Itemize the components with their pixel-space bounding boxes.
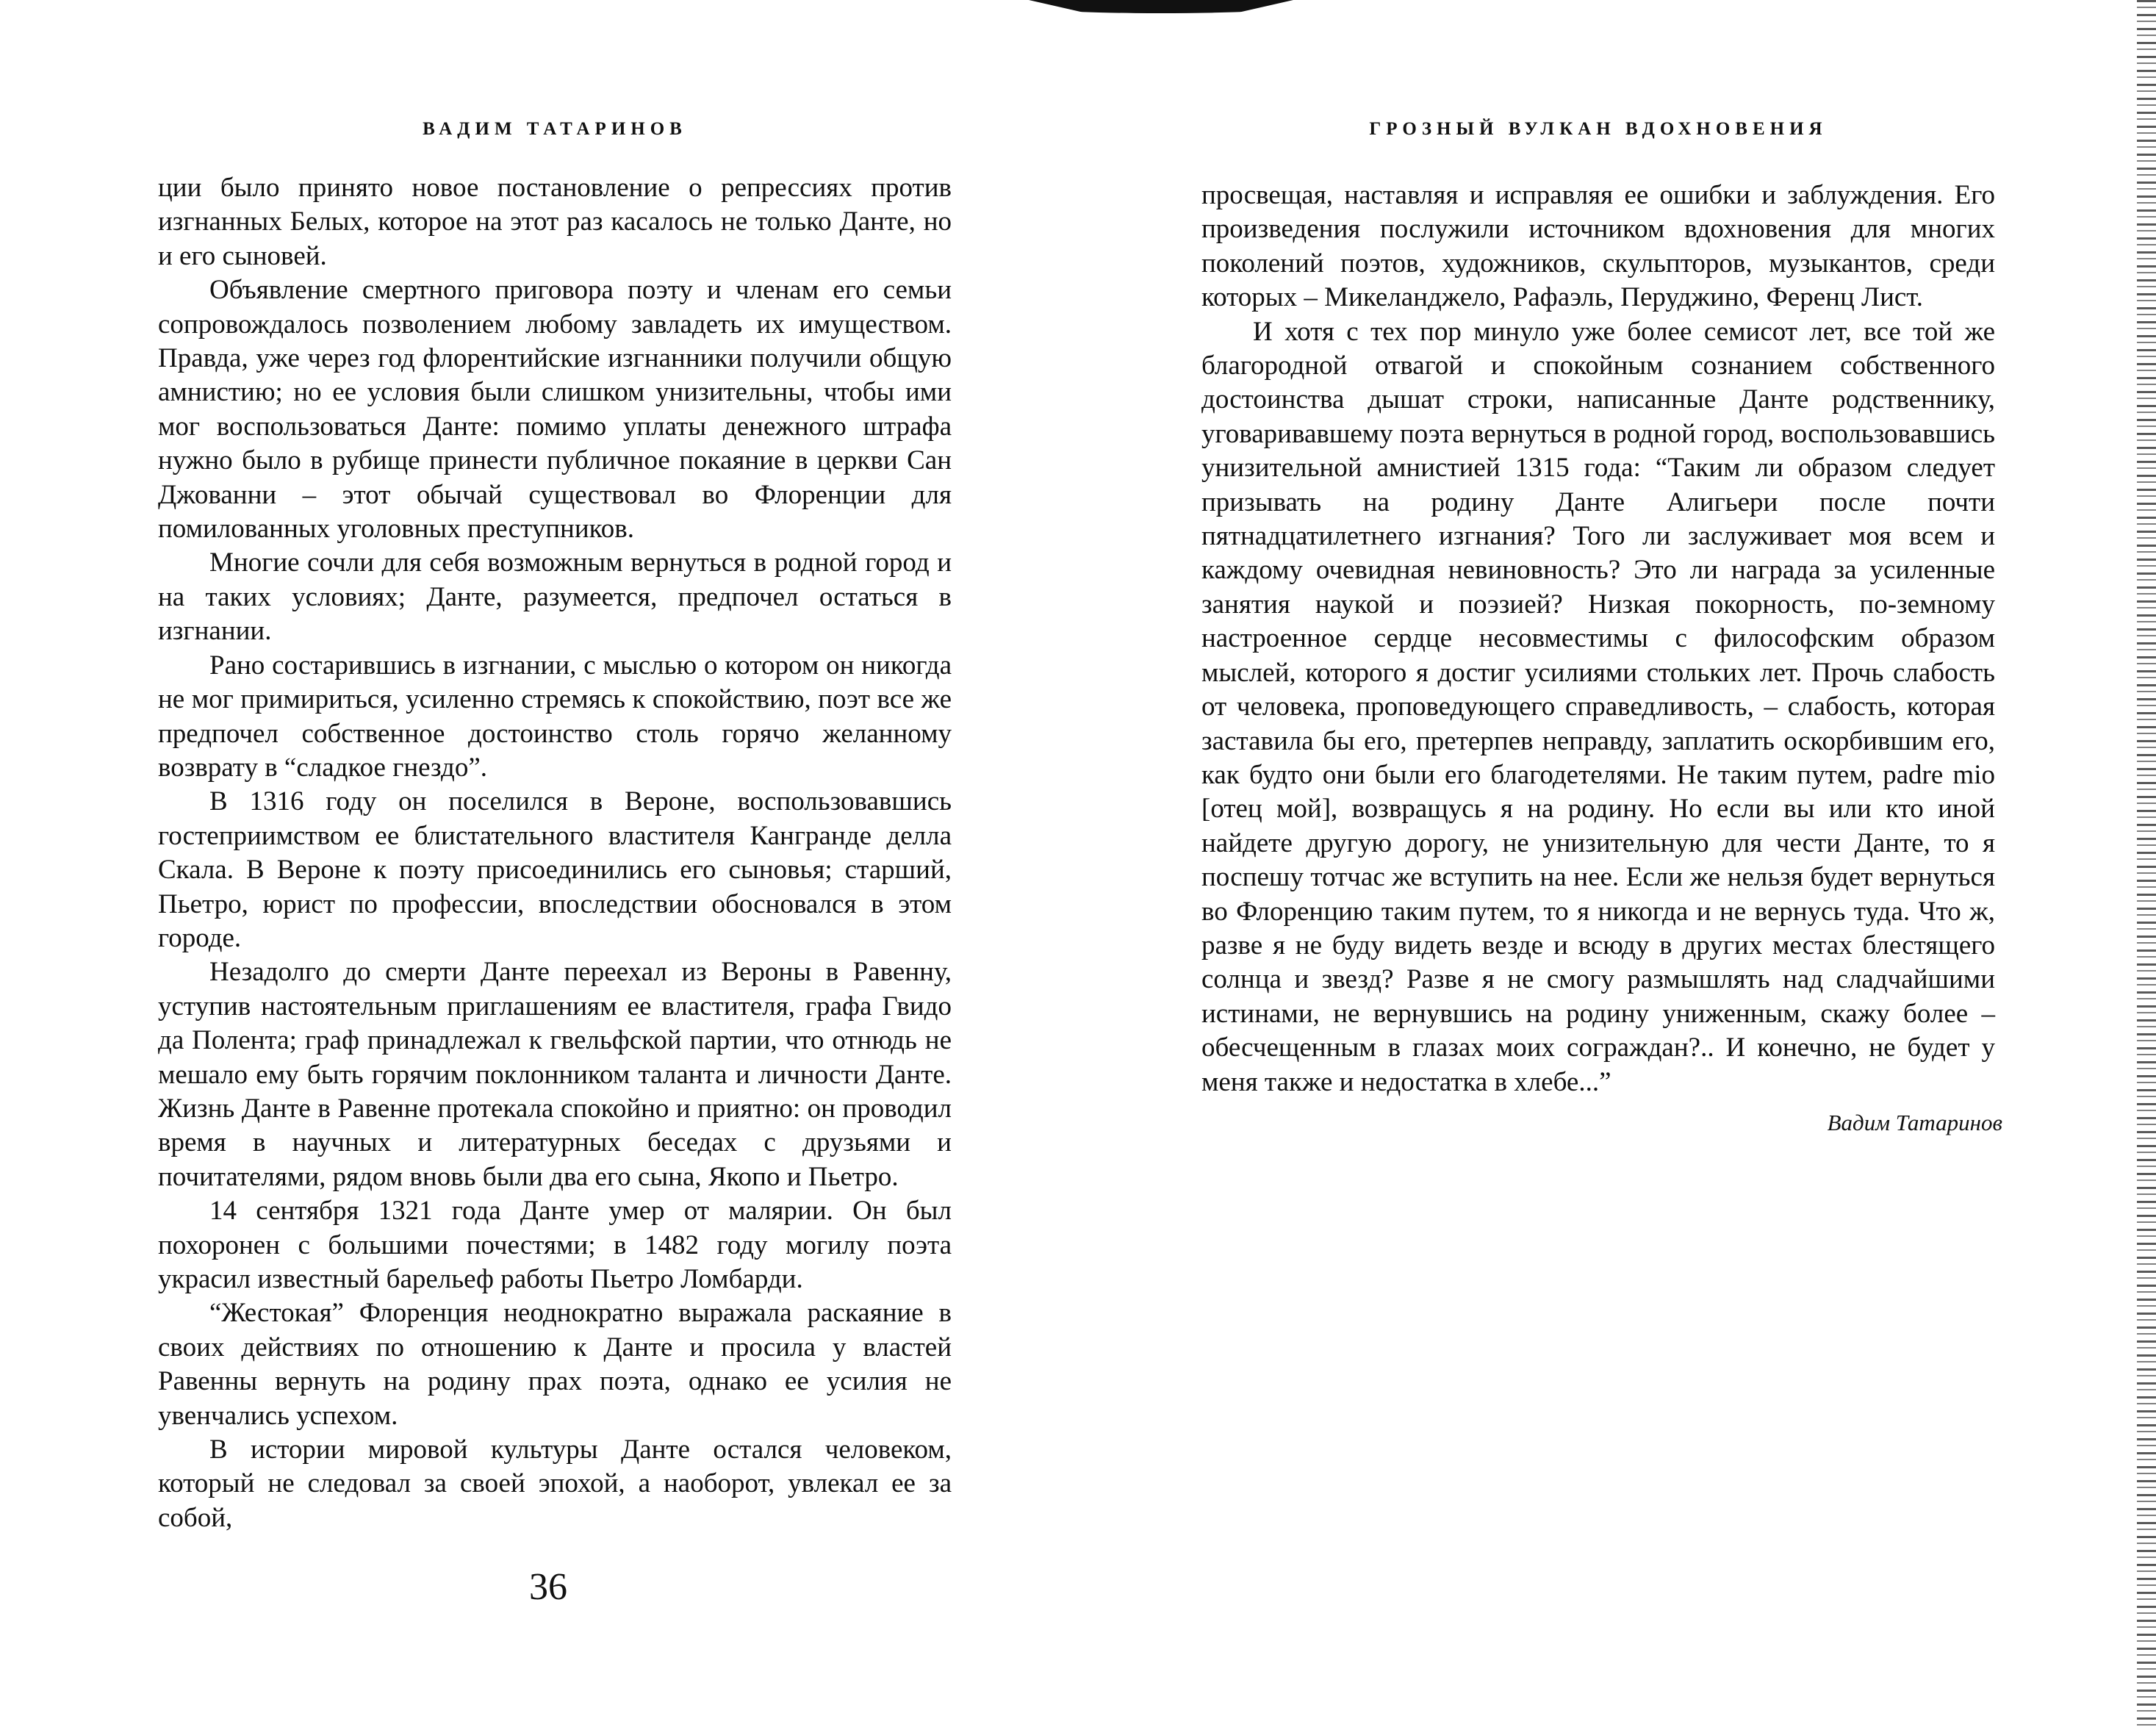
left-page	[147, 0, 963, 1727]
paragraph: В истории мировой культуры Данте остался человеком, который не следовал за своей эпохой, а наоборот, увлекал ее за собой,	[158, 1435, 952, 1533]
right-page	[1190, 0, 2006, 1727]
running-head-left: ВАДИМ ТАТАРИНОВ	[423, 119, 687, 139]
scan-edge	[2137, 0, 2156, 1727]
paragraph: 14 сентября 1321 года Данте умер от малярии. Он был похоронен с большими почестями; в 1482 году могилу поэта украсил известный барельеф работы Пьетро Ломбарди.	[158, 1196, 952, 1294]
paragraph: И хотя с тех пор минуло уже более семисот лет, все той же благородной отвагой и спокойным сознанием собственного достоинства дышат строки, написанные Данте родственнику, уговаривавшему поэта вернуться в родной город, воспользовавшись унизительной амнистией 1315 года: “Таким ли образом следует призывать на родину Данте Алигьери после почти пятнадцатилетнего изгнания? Того ли заслуживает моя всем и каждому очевидная невиновность? Это ли награда за усиленные занятия наукой и поэзией? Низкая покорность, по-земному настроенное сердце несовместимы с философским образом мыслей, которого я достиг усилиями стольких лет. Прочь слабость от человека, проповедующего справедливость, – слабость, которая заставила бы его, претерпев неправду, заплатить оскорбившим его, как будто они были его благодетелями. Не таким путем, padre mio [отец мой], возвращусь я на родину. Но если вы или кто иной найдете другую дорогу, не унизительную для чести Данте, то я поспешу тотчас же вступить на нее. Если же нельзя будет вернуться во Флоренцию таким путем, то я никогда и не вернусь туда. Что ж, разве я не буду видеть везде и всюду в других местах блестящего солнца и звезд? Разве я не смогу размышлять над сладчайшими истинами, не вернувшись на родину униженным, скажу более – обесчещенным в глазах моих сограждан?.. И конечно, не будет у меня также и недостатка в хлебе...”	[1201, 316, 1995, 1097]
right-page-text	[1201, 179, 1995, 1099]
paragraph: просвещая, наставляя и исправляя ее ошибки и заблуждения. Его произведения послужили источником вдохновения для многих поколений поэтов, художников, скульпторов, музыкантов, среди которых – Микеланджело, Рафаэль, Перуджино, Ференц Лист.	[1201, 180, 1995, 313]
paragraph: “Жестокая” Флоренция неоднократно выражала раскаяние в своих действиях по отношению к Данте и просила у властей Равенны вернуть на родину прах поэта, однако ее усилия не увенчались успехом.	[158, 1298, 952, 1431]
author-signature: Вадим Татаринов	[1827, 1110, 2002, 1135]
left-page-text	[158, 171, 952, 1535]
paragraph: Объявление смертного приговора поэту и членам его семьи сопровождалось позволением любому завладеть их имуществом. Правда, уже через год флорентийские изгнанники получили общую амнистию; но ее условия были слишком унизительны, чтобы ими мог воспользоваться Данте: помимо уплаты денежного штрафа нужно было в рубище принести публичное покаяние в церкви Сан Джованни – этот обычай существовал во Флоренции для помилованных уголовных преступников.	[158, 275, 952, 545]
paragraph: ции было принято новое постановление о репрессиях против изгнанных Белых, которое на этот раз касалось не только Данте, но и его сыновей.	[158, 173, 952, 271]
paragraph: Многие сочли для себя возможным вернуться в родной город и на таких условиях; Данте, разумеется, предпочел остаться в изгнании.	[158, 547, 952, 647]
paragraph: Рано состарившись в изгнании, с мыслью о котором он никогда не мог примириться, усиленно стремясь к спокойствию, поэт все же предпочел собственное достоинство столь горячо желанному возврату в “сладкое гнездо”.	[158, 650, 952, 783]
page-number: 36	[529, 1566, 567, 1608]
running-head-right: ГРОЗНЫЙ ВУЛКАН ВДОХНОВЕНИЯ	[1369, 119, 1828, 139]
paragraph: Незадолго до смерти Данте переехал из Вероны в Равенну, уступив настоятельным приглашениям ее властителя, графа Гвидо да Полента; граф принадлежал к гвельфской партии, что отнюдь не мешало ему быть горячим поклонником таланта и личности Данте. Жизнь Данте в Равенне протекала спокойно и приятно: он проводил время в научных и литературных беседах с друзьями и почитателями, рядом вновь были два его сына, Якопо и Пьетро.	[158, 957, 952, 1192]
paragraph: В 1316 году он поселился в Вероне, воспользовавшись гостеприимством ее блистательного властителя Кангранде делла Скала. В Вероне к поэту присоединились его сыновья; старший, Пьетро, юрист по профессии, впоследствии обосновался в этом городе.	[158, 786, 952, 953]
